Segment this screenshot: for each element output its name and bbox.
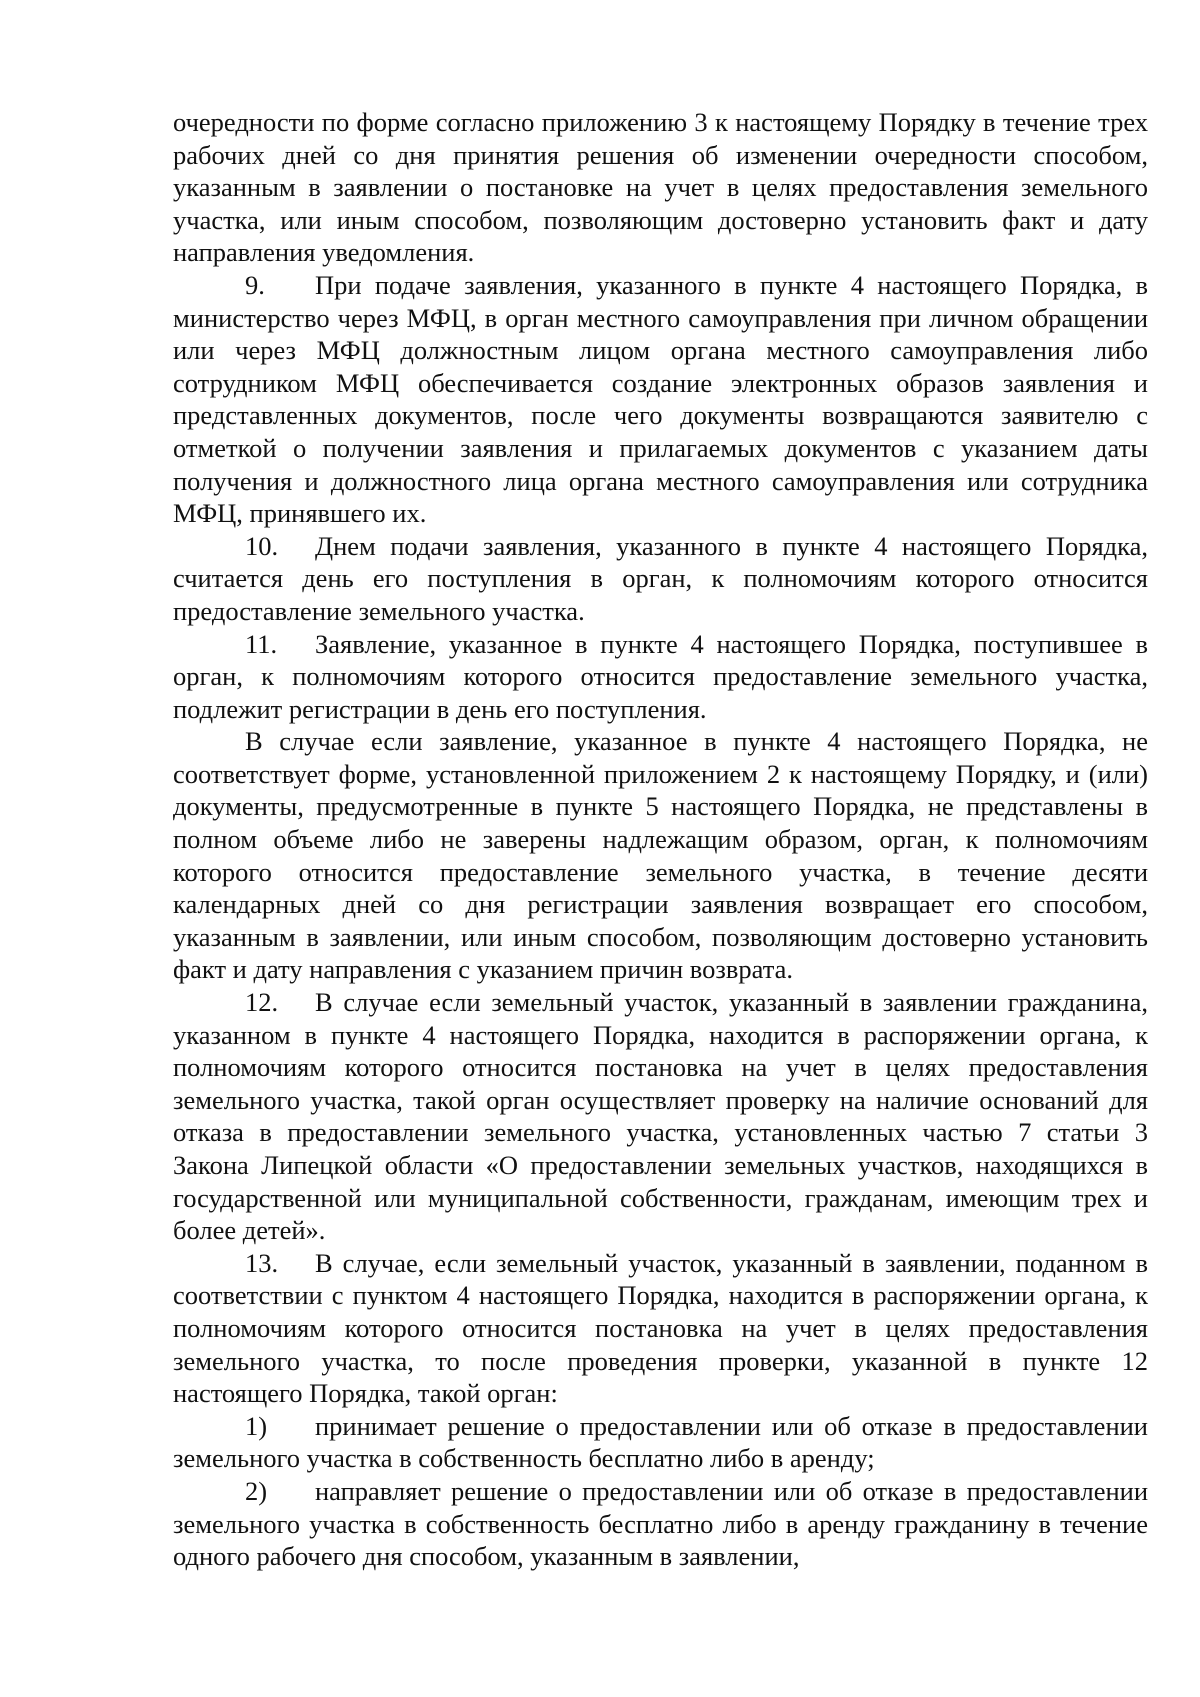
paragraph-number: 10. <box>245 530 279 561</box>
document-page <box>173 106 1148 1573</box>
list-item-1 <box>173 1410 1148 1475</box>
paragraph-11 <box>173 628 1148 726</box>
paragraph-text: очередности по форме согласно приложению 3 к настоящему Порядку в течение трех рабочих дней со дня принятия решения об изменении очередности способом, указанным в заявлении о постановке на учет в целях предоставления земельного участка, или иным способом, позволяющим достоверно установить факт и дату направления уведомления. <box>173 107 1148 268</box>
paragraph-9 <box>173 269 1148 530</box>
list-item-2 <box>173 1475 1148 1573</box>
paragraph-12 <box>173 986 1148 1247</box>
paragraph-13 <box>173 1247 1148 1410</box>
paragraph-11-return-clause <box>173 725 1148 986</box>
paragraph-number: 11. <box>245 628 278 659</box>
paragraph-text: Заявление, указанное в пункте 4 настоящего Порядка, поступившее в орган, к полномочиям которого относится предоставление земельного участка, подлежит регистрации в день его поступления. <box>173 628 1148 724</box>
paragraph-continuation <box>173 106 1148 269</box>
paragraph-number: 9. <box>245 269 265 300</box>
paragraph-number: 12. <box>245 987 279 1018</box>
paragraph-number: 13. <box>245 1247 279 1278</box>
paragraph-text: Днем подачи заявления, указанного в пункте 4 настоящего Порядка, считается день его поступления в орган, к полномочиям которого относится предоставление земельного участка. <box>173 530 1148 626</box>
list-item-text: направляет решение о предоставлении или об отказе в предоставлении земельного участка в собственность бесплатно либо в аренду гражданину в течение одного рабочего дня способом, указанным в заявлении, <box>173 1475 1148 1572</box>
paragraph-text: В случае если земельный участок, указанный в заявлении гражданина, указанном в пункте 4 настоящего Порядка, находится в распоряжении органа, к полномочиям которого относится постановка на учет в целях предоставления земельного участка, такой орган осуществляет проверку на наличие оснований для отказа в предоставлении земельного участка, установленных частью 7 статьи 3 Закона Липецкой области «О предоставлении земельных участков, находящихся в государственной или муниципальной собственности, гражданам, имеющим трех и более детей». <box>173 987 1148 1246</box>
paragraph-text: В случае, если земельный участок, указанный в заявлении, поданном в соответствии с пунктом 4 настоящего Порядка, находится в распоряжении органа, к полномочиям которого относится постановка на учет в целях предоставления земельного участка, то после проведения проверки, указанной в пункте 12 настоящего Порядка, такой орган: <box>173 1247 1148 1409</box>
list-item-text: принимает решение о предоставлении или об отказе в предоставлении земельного участка в собственность бесплатно либо в аренду; <box>173 1410 1148 1474</box>
paragraph-10 <box>173 530 1148 628</box>
list-item-number: 1) <box>245 1410 268 1441</box>
paragraph-text: При подаче заявления, указанного в пункте 4 настоящего Порядка, в министерство через МФЦ, в орган местного самоуправления при личном обращении или через МФЦ должностным лицом органа местного самоуправления либо сотрудником МФЦ обеспечивается создание электронных образов заявления и представленных документов, после чего документы возвращаются заявителю с отметкой о получении заявления и прилагаемых документов с указанием даты получения и должностного лица органа местного самоуправления или сотрудника МФЦ, принявшего их. <box>173 269 1148 529</box>
list-item-number: 2) <box>245 1475 268 1506</box>
paragraph-text: В случае если заявление, указанное в пункте 4 настоящего Порядка, не соответствует форме, установленной приложением 2 к настоящему Порядку, и (или) документы, предусмотренные в пункте 5 настоящего Порядка, не представлены в полном объеме либо не заверены надлежащим образом, орган, к полномочиям которого относится предоставление земельного участка, в течение десяти календарных дней со дня регистрации заявления возвращает его способом, указанным в заявлении, или иным способом, позволяющим достоверно установить факт и дату направления с указанием причин возврата. <box>173 726 1148 985</box>
